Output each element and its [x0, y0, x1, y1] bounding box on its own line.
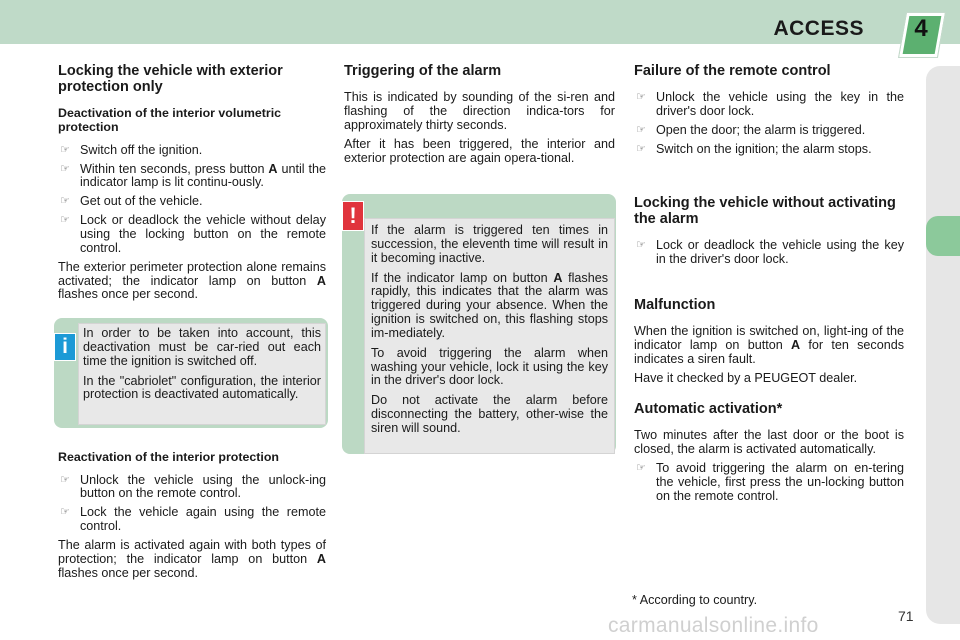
pointer-icon: ☞ — [636, 91, 646, 104]
section-heading: Locking the vehicle without activating the alarm — [634, 195, 896, 228]
side-index-strip — [926, 66, 960, 624]
column-right-lock — [634, 195, 904, 272]
column-right-auto — [634, 401, 904, 508]
pointer-icon: ☞ — [60, 143, 70, 156]
pointer-icon: ☞ — [60, 473, 70, 486]
pointer-icon: ☞ — [636, 142, 646, 155]
pointer-icon: ☞ — [636, 123, 646, 136]
note-text: If the alarm is triggered ten times in succession, the eleventh time will result in it becoming inactive. — [371, 223, 608, 265]
section-heading: Failure of the remote control — [634, 63, 831, 79]
list-item: ☞ Lock or deadlock the vehicle using the key in the driver's door lock. — [636, 238, 904, 267]
note-text: In order to be taken into account, this deactivation must be car-ried out each time the ignition is switched off. — [83, 326, 321, 368]
pointer-icon: ☞ — [636, 461, 646, 474]
watermark: carmanualsonline.info — [608, 614, 819, 637]
warning-note — [364, 218, 615, 454]
pointer-icon: ☞ — [60, 195, 70, 208]
pointer-icon: ☞ — [60, 214, 70, 227]
subsection-heading: Reactivation of the interior protection — [58, 450, 279, 464]
warning-icon: ! — [342, 201, 364, 231]
column-right-malfunction — [634, 297, 904, 391]
page-title: ACCESS — [773, 17, 864, 40]
page-number: 71 — [898, 608, 914, 624]
paragraph: After it has been triggered, the interior and exterior protection are again opera-tional. — [344, 136, 615, 165]
side-index-marker — [926, 216, 960, 256]
info-icon: i — [54, 333, 76, 361]
step-list — [634, 239, 904, 267]
info-note — [78, 323, 326, 425]
note-text: If the indicator lamp on button A flashes rapidly, this indicates that the alarm was triggered during your absence. When the ignition is switched on, this flashing stops im-mediately. — [371, 270, 609, 340]
column-right — [634, 63, 904, 162]
paragraph: Have it checked by a PEUGEOT dealer. — [634, 370, 858, 385]
list-item: ☞ To avoid triggering the alarm on en-tering the vehicle, first press the un-locking button on the remote control. — [636, 460, 904, 503]
column-left — [58, 63, 326, 307]
note-text: In the "cabriolet" configuration, the interior protection is deactivated automatically. — [83, 373, 321, 402]
note-text: To avoid triggering the alarm when washing your vehicle, lock it using the key in the driver's door lock. — [371, 345, 608, 388]
section-heading: Malfunction — [634, 297, 716, 313]
paragraph: This is indicated by sounding of the si-ren and flashing of the direction indica-tors for approximately thirty seconds. — [344, 90, 615, 132]
paragraph: When the ignition is switched on, light-ing of the indicator lamp on button A for ten seconds indicates a siren fault. — [634, 324, 904, 366]
section-heading: Locking the vehicle with exterior protection only — [58, 63, 283, 96]
paragraph: The alarm is activated again with both types of protection; the indicator lamp on button A flashes once per second. — [58, 538, 326, 580]
list-item: ☞ Switch on the ignition; the alarm stops. — [636, 141, 872, 156]
step-list — [58, 144, 326, 256]
section-heading: Triggering of the alarm — [344, 63, 502, 79]
list-item: ☞ Get out of the vehicle. — [60, 194, 203, 209]
note-text: Do not activate the alarm before disconnecting the battery, other-wise the siren will sound. — [371, 393, 608, 435]
column-left-lower — [58, 451, 326, 586]
step-list — [634, 462, 904, 504]
section-heading: Automatic activation* — [634, 401, 783, 417]
list-item: ☞ Unlock the vehicle using the key in the driver's door lock. — [636, 90, 904, 119]
step-list — [58, 474, 326, 534]
chapter-number: 4 — [914, 15, 928, 42]
step-list — [634, 91, 904, 156]
list-item: ☞ Lock the vehicle again using the remote control. — [60, 505, 326, 534]
list-item: ☞ Lock or deadlock the vehicle without delay using the locking button on the remote control. — [60, 213, 326, 255]
pointer-icon: ☞ — [60, 162, 70, 175]
subsection-heading: Deactivation of the interior volumetric protection — [58, 106, 282, 135]
pointer-icon: ☞ — [636, 239, 646, 252]
footnote: * According to country. — [632, 593, 758, 607]
pointer-icon: ☞ — [60, 506, 70, 519]
column-middle — [344, 63, 615, 170]
paragraph: Two minutes after the last door or the boot is closed, the alarm is activated automatically. — [634, 428, 904, 457]
paragraph: The exterior perimeter protection alone remains activated; the indicator lamp on button A flashes once per second. — [58, 259, 326, 302]
list-item: ☞ Switch off the ignition. — [60, 142, 203, 157]
list-item: ☞ Open the door; the alarm is triggered. — [636, 122, 866, 137]
list-item: ☞ Unlock the vehicle using the unlock-ing button on the remote control. — [60, 472, 326, 501]
list-item: ☞ Within ten seconds, press button A until the indicator lamp is lit continu-ously. — [60, 161, 326, 190]
